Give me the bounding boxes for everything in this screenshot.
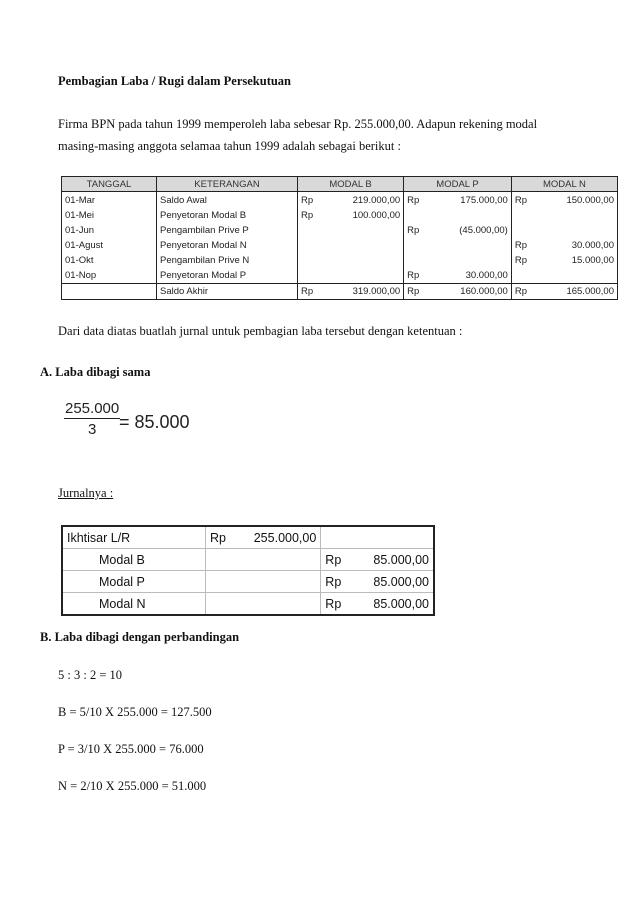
cell-b-currency	[298, 253, 324, 268]
cell-p-currency: Rp	[404, 268, 430, 284]
cell-debit-currency	[206, 549, 239, 571]
table-header-row	[62, 177, 618, 192]
cell-modal-p	[429, 208, 511, 223]
cell-modal-b	[323, 268, 404, 284]
cell-debit-currency: Rp	[206, 526, 239, 549]
cell-b-currency	[298, 223, 324, 238]
table-row	[62, 208, 618, 223]
table-row	[62, 526, 434, 549]
cell-kredit-currency: Rp	[321, 593, 354, 616]
cell-kredit: 85.000,00	[354, 593, 434, 616]
cell-modal-b	[323, 238, 404, 253]
cell-n-currency	[511, 208, 537, 223]
cell-modal-n: 165.000,00	[537, 284, 618, 300]
cell-kredit: 85.000,00	[354, 571, 434, 593]
cell-debit-currency	[206, 571, 239, 593]
cell-keterangan: Penyetoran Modal P	[157, 268, 298, 284]
cell-kredit	[354, 526, 434, 549]
cell-modal-p: 160.000,00	[429, 284, 511, 300]
cell-p-currency	[404, 253, 430, 268]
cell-modal-b: 319.000,00	[323, 284, 404, 300]
table-row	[62, 238, 618, 253]
fraction-numerator: 255.000	[65, 400, 120, 417]
instruction-text: Dari data diatas buatlah jurnal untuk pembagian laba tersebut dengan ketentuan :	[58, 324, 463, 338]
cell-b-currency: Rp	[298, 284, 324, 300]
table-row	[62, 253, 618, 268]
cell-debit-currency	[206, 593, 239, 616]
cell-b-currency: Rp	[298, 208, 324, 223]
rekening-modal-table	[61, 176, 618, 300]
calc-n-line: N = 2/10 X 255.000 = 51.000	[58, 779, 207, 793]
cell-p-currency: Rp	[404, 192, 430, 209]
cell-modal-n: 30.000,00	[537, 238, 618, 253]
header-tanggal: TANGGAL	[62, 177, 157, 192]
cell-akun: Ikhtisar L/R	[62, 526, 206, 549]
ratio-line: 5 : 3 : 2 = 10	[58, 668, 122, 682]
cell-keterangan: Saldo Akhir	[157, 284, 298, 300]
table-row	[62, 549, 434, 571]
cell-p-currency: Rp	[404, 284, 430, 300]
cell-kredit-currency: Rp	[321, 549, 354, 571]
cell-b-currency: Rp	[298, 192, 324, 209]
cell-keterangan: Saldo Awal	[157, 192, 298, 209]
table-row	[62, 284, 618, 300]
jurnal-label: Jurnalnya :	[58, 486, 114, 500]
cell-akun: Modal P	[62, 571, 206, 593]
cell-keterangan: Penyetoran Modal B	[157, 208, 298, 223]
fraction-denominator: 3	[87, 421, 97, 438]
fraction-result: = 85.000	[119, 412, 190, 432]
cell-kredit-currency: Rp	[321, 571, 354, 593]
cell-keterangan: Pengambilan Prive N	[157, 253, 298, 268]
table-row	[62, 593, 434, 616]
cell-debit	[239, 549, 321, 571]
intro-paragraph-line-1: Firma BPN pada tahun 1999 memperoleh laba sebesar Rp. 255.000,00. Adapun rekening modal	[58, 117, 538, 131]
cell-modal-p: 175.000,00	[429, 192, 511, 209]
table-row	[62, 268, 618, 284]
cell-modal-n	[537, 223, 618, 238]
cell-n-currency: Rp	[511, 238, 537, 253]
calc-b-line: B = 5/10 X 255.000 = 127.500	[58, 705, 212, 719]
header-keterangan: KETERANGAN	[157, 177, 298, 192]
cell-tanggal: 01-Nop	[62, 268, 157, 284]
cell-b-currency	[298, 268, 324, 284]
cell-modal-n: 15.000,00	[537, 253, 618, 268]
cell-debit	[239, 571, 321, 593]
cell-tanggal: 01-Okt	[62, 253, 157, 268]
cell-modal-b: 100.000,00	[323, 208, 404, 223]
cell-tanggal	[62, 284, 157, 300]
cell-modal-b	[323, 253, 404, 268]
cell-debit	[239, 593, 321, 616]
cell-n-currency: Rp	[511, 192, 537, 209]
table-row	[62, 192, 618, 209]
cell-n-currency	[511, 268, 537, 284]
table-row	[62, 223, 618, 238]
cell-tanggal: 01-Agust	[62, 238, 157, 253]
section-a-heading: A. Laba dibagi sama	[40, 365, 151, 379]
cell-n-currency: Rp	[511, 284, 537, 300]
cell-n-currency: Rp	[511, 253, 537, 268]
cell-keterangan: Penyetoran Modal N	[157, 238, 298, 253]
cell-modal-p: 30.000,00	[429, 268, 511, 284]
fraction	[64, 400, 120, 438]
cell-b-currency	[298, 238, 324, 253]
cell-kredit-currency	[321, 526, 354, 549]
section-b-heading: B. Laba dibagi dengan perbandingan	[40, 630, 240, 644]
cell-akun: Modal B	[62, 549, 206, 571]
table-row	[62, 571, 434, 593]
cell-tanggal: 01-Jun	[62, 223, 157, 238]
page-title: Pembagian Laba / Rugi dalam Persekutuan	[58, 74, 292, 88]
cell-modal-b: 219.000,00	[323, 192, 404, 209]
header-modal-b: MODAL B	[298, 177, 404, 192]
cell-keterangan: Pengambilan Prive P	[157, 223, 298, 238]
cell-n-currency	[511, 223, 537, 238]
cell-modal-p	[429, 238, 511, 253]
intro-paragraph-line-2: masing-masing anggota selamaa tahun 1999 adalah sebagai berikut :	[58, 139, 401, 153]
jurnal-table	[61, 525, 435, 616]
header-modal-p: MODAL P	[404, 177, 512, 192]
cell-p-currency	[404, 238, 430, 253]
calc-p-line: P = 3/10 X 255.000 = 76.000	[58, 742, 204, 756]
cell-modal-n	[537, 268, 618, 284]
cell-modal-p: (45.000,00)	[429, 223, 511, 238]
cell-modal-p	[429, 253, 511, 268]
cell-p-currency	[404, 208, 430, 223]
cell-tanggal: 01-Mei	[62, 208, 157, 223]
cell-akun: Modal N	[62, 593, 206, 616]
cell-p-currency: Rp	[404, 223, 430, 238]
cell-tanggal: 01-Mar	[62, 192, 157, 209]
cell-modal-n	[537, 208, 618, 223]
cell-modal-n: 150.000,00	[537, 192, 618, 209]
header-modal-n: MODAL N	[511, 177, 617, 192]
cell-modal-b	[323, 223, 404, 238]
cell-debit: 255.000,00	[239, 526, 321, 549]
cell-kredit: 85.000,00	[354, 549, 434, 571]
